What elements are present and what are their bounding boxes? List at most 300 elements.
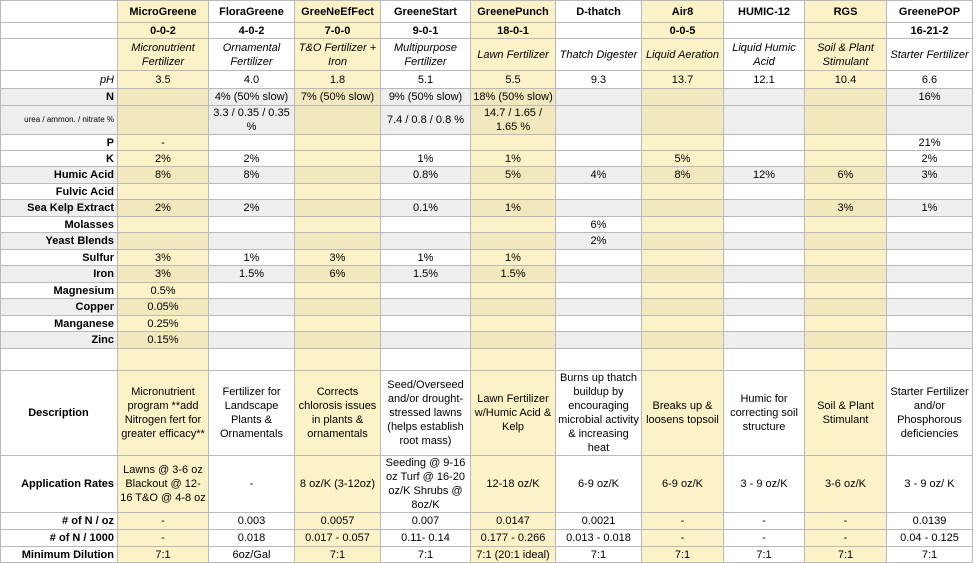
humic-acid-value [295, 167, 381, 184]
product-type: Thatch Digester [556, 39, 642, 71]
ph-value: 5.1 [381, 71, 471, 89]
minimum-dilution: 7:1 [887, 547, 973, 563]
manganese-value [724, 316, 805, 332]
yeast-label: Yeast Blends [1, 233, 118, 250]
ph-value: 13.7 [642, 71, 724, 89]
n-per-oz: 0.0139 [887, 513, 973, 530]
magnesium-row [1, 283, 973, 299]
type-row [1, 39, 973, 71]
iron-label: Iron [1, 266, 118, 283]
nitrogen-value: 4% (50% slow) [209, 89, 295, 106]
product-description: Seed/Overseed and/or drought-stressed lawns (helps establish root mass) [381, 371, 471, 456]
magnesium-value [556, 283, 642, 299]
molasses-value [887, 217, 973, 233]
application-rate: 6-9 oz/K [642, 456, 724, 513]
product-type: Starter Fertilizer [887, 39, 973, 71]
phosphorus-value: 21% [887, 135, 973, 151]
zinc-value [642, 332, 724, 349]
sulfur-row [1, 250, 973, 266]
iron-value: 3% [118, 266, 209, 283]
n-per-1000: 0.013 - 0.018 [556, 530, 642, 547]
application-label: Application Rates [1, 456, 118, 513]
sea-kelp-value: 2% [209, 200, 295, 217]
humic-acid-value: 4% [556, 167, 642, 184]
fulvic-acid-value [642, 184, 724, 200]
manganese-value [471, 316, 556, 332]
sulfur-value [805, 250, 887, 266]
sea-kelp-value: 2% [118, 200, 209, 217]
dilution-label: Minimum Dilution [1, 547, 118, 563]
product-type: Soil & Plant Stimulant [805, 39, 887, 71]
phosphorus-value: - [118, 135, 209, 151]
product-type: Ornamental Fertilizer [209, 39, 295, 71]
potassium-value [295, 151, 381, 167]
application-rate: - [209, 456, 295, 513]
sulfur-value: 1% [471, 250, 556, 266]
sea-kelp-value: 0.1% [381, 200, 471, 217]
copper-value [887, 299, 973, 316]
manganese-value [556, 316, 642, 332]
n-per-oz: - [642, 513, 724, 530]
manganese-value [887, 316, 973, 332]
phosphorus-value [471, 135, 556, 151]
product-type: T&O Fertilizer + Iron [295, 39, 381, 71]
manganese-value [381, 316, 471, 332]
minimum-dilution: 7:1 [642, 547, 724, 563]
sea-kelp-value: 3% [805, 200, 887, 217]
n-per-oz: - [724, 513, 805, 530]
iron-value: 6% [295, 266, 381, 283]
product-npk: 0-0-5 [642, 23, 724, 39]
spacer-cell [556, 349, 642, 371]
k-label: K [1, 151, 118, 167]
spacer-cell [471, 349, 556, 371]
sea-kelp-value: 1% [471, 200, 556, 217]
product-npk: 7-0-0 [295, 23, 381, 39]
potassium-value [805, 151, 887, 167]
iron-value: 1.5% [209, 266, 295, 283]
manganese-value [642, 316, 724, 332]
n-per-1000: 0.04 - 0.125 [887, 530, 973, 547]
manganese-value [295, 316, 381, 332]
copper-value [295, 299, 381, 316]
iron-value [887, 266, 973, 283]
nitrogen-value [556, 89, 642, 106]
molasses-row [1, 217, 973, 233]
row-label-empty [1, 23, 118, 39]
humic-acid-value: 5% [471, 167, 556, 184]
kelp-label: Sea Kelp Extract [1, 200, 118, 217]
molasses-value [381, 217, 471, 233]
zinc-row [1, 332, 973, 349]
product-description: Burns up thatch buildup by encouraging microbial activity & increasing heat [556, 371, 642, 456]
urea-row [1, 106, 973, 135]
phosphorus-value [724, 135, 805, 151]
product-type: Liquid Aeration [642, 39, 724, 71]
application-rate: Seeding @ 9-16 oz Turf @ 16-20 oz/K Shrubs @ 8oz/K [381, 456, 471, 513]
humic-row [1, 167, 973, 184]
row-label-empty [1, 39, 118, 71]
yeast-blends-value [887, 233, 973, 250]
potassium-value: 2% [209, 151, 295, 167]
ph-value: 5.5 [471, 71, 556, 89]
zinc-value [887, 332, 973, 349]
manganese-value [209, 316, 295, 332]
phosphorus-value [556, 135, 642, 151]
magnesium-value [887, 283, 973, 299]
product-type: Micronutrient Fertilizer [118, 39, 209, 71]
nitrogen-value: 16% [887, 89, 973, 106]
sulfur-label: Sulfur [1, 250, 118, 266]
spacer-row [1, 349, 973, 371]
potassium-value: 2% [118, 151, 209, 167]
kelp-row [1, 200, 973, 217]
spacer-cell [209, 349, 295, 371]
n-per-1000: 0.017 - 0.057 [295, 530, 381, 547]
iron-value: 1.5% [381, 266, 471, 283]
ph-value: 9.3 [556, 71, 642, 89]
molasses-value [642, 217, 724, 233]
zinc-value [381, 332, 471, 349]
magnesium-label: Magnesium [1, 283, 118, 299]
application-rate: 6-9 oz/K [556, 456, 642, 513]
manganese-value: 0.25% [118, 316, 209, 332]
yeast-blends-value [209, 233, 295, 250]
fulvic-acid-value [381, 184, 471, 200]
minimum-dilution: 7:1 [556, 547, 642, 563]
urea-ratio [642, 106, 724, 135]
sulfur-value: 3% [295, 250, 381, 266]
copper-label: Copper [1, 299, 118, 316]
potassium-value: 1% [381, 151, 471, 167]
urea-ratio: 7.4 / 0.8 / 0.8 % [381, 106, 471, 135]
manganese-value [805, 316, 887, 332]
fulvic-label: Fulvic Acid [1, 184, 118, 200]
minimum-dilution: 7:1 [724, 547, 805, 563]
copper-row [1, 299, 973, 316]
product-name: HUMIC-12 [724, 1, 805, 23]
product-name: RGS [805, 1, 887, 23]
k-row [1, 151, 973, 167]
iron-value [724, 266, 805, 283]
spacer-cell [118, 349, 209, 371]
product-npk: 0-0-2 [118, 23, 209, 39]
n-per-oz: 0.0147 [471, 513, 556, 530]
n_per_oz-label: # of N / oz [1, 513, 118, 530]
magnesium-value [209, 283, 295, 299]
zinc-value [805, 332, 887, 349]
fulvic-acid-value [471, 184, 556, 200]
fulvic-acid-value [887, 184, 973, 200]
sulfur-value [556, 250, 642, 266]
copper-value: 0.05% [118, 299, 209, 316]
zinc-label: Zinc [1, 332, 118, 349]
zinc-value [295, 332, 381, 349]
copper-value [642, 299, 724, 316]
sulfur-value: 1% [381, 250, 471, 266]
n_per_1000-label: # of N / 1000 [1, 530, 118, 547]
n-per-1000: - [642, 530, 724, 547]
p-row [1, 135, 973, 151]
molasses-value [724, 217, 805, 233]
n_per_oz-row [1, 513, 973, 530]
urea-ratio: 14.7 / 1.65 / 1.65 % [471, 106, 556, 135]
potassium-value: 1% [471, 151, 556, 167]
nitrogen-value: 7% (50% slow) [295, 89, 381, 106]
n-per-1000: 0.177 - 0.266 [471, 530, 556, 547]
product-description: Micronutrient program **add Nitrogen fert for greater efficacy** [118, 371, 209, 456]
n-label: N [1, 89, 118, 106]
sulfur-value [887, 250, 973, 266]
ph-value: 6.6 [887, 71, 973, 89]
fulvic-acid-value [209, 184, 295, 200]
fulvic-acid-value [724, 184, 805, 200]
product-description: Starter Fertilizer and/or Phosphorous deficiencies [887, 371, 973, 456]
product-type: Liquid Humic Acid [724, 39, 805, 71]
product-name: GreeNeEfFect [295, 1, 381, 23]
application-rate: 3 - 9 oz/K [724, 456, 805, 513]
npk-row [1, 23, 973, 39]
spacer-cell [805, 349, 887, 371]
magnesium-value [295, 283, 381, 299]
fulvic-row [1, 184, 973, 200]
humic-acid-value: 8% [642, 167, 724, 184]
copper-value [209, 299, 295, 316]
ph-value: 4.0 [209, 71, 295, 89]
copper-value [805, 299, 887, 316]
copper-value [381, 299, 471, 316]
p-label: P [1, 135, 118, 151]
potassium-value [724, 151, 805, 167]
ph-value: 10.4 [805, 71, 887, 89]
product-name: GreenePOP [887, 1, 973, 23]
product-npk [556, 23, 642, 39]
ph-value: 12.1 [724, 71, 805, 89]
spacer-cell [381, 349, 471, 371]
nitrogen-value [118, 89, 209, 106]
fulvic-acid-value [295, 184, 381, 200]
sulfur-value: 1% [209, 250, 295, 266]
row-label-empty [1, 349, 118, 371]
iron-value [642, 266, 724, 283]
humic-acid-value: 12% [724, 167, 805, 184]
urea-ratio [724, 106, 805, 135]
n-per-oz: - [118, 513, 209, 530]
copper-value [724, 299, 805, 316]
phosphorus-value [209, 135, 295, 151]
product-name: GreeneStart [381, 1, 471, 23]
yeast-blends-value [642, 233, 724, 250]
product-type: Multipurpose Fertilizer [381, 39, 471, 71]
yeast-blends-value: 2% [556, 233, 642, 250]
urea-ratio [805, 106, 887, 135]
n_per_1000-row [1, 530, 973, 547]
nitrogen-value: 9% (50% slow) [381, 89, 471, 106]
minimum-dilution: 7:1 [295, 547, 381, 563]
product-description: Breaks up & loosens topsoil [642, 371, 724, 456]
ph-label: pH [1, 71, 118, 89]
application-rate: Lawns @ 3-6 oz Blackout @ 12-16 T&O @ 4-8 oz [118, 456, 209, 513]
minimum-dilution: 7:1 [805, 547, 887, 563]
product-npk [724, 23, 805, 39]
product-name: MicroGreene [118, 1, 209, 23]
urea-label: urea / ammon. / nitrate % [1, 106, 118, 135]
molasses-value [471, 217, 556, 233]
spacer-cell [642, 349, 724, 371]
urea-ratio [556, 106, 642, 135]
n-per-oz: - [805, 513, 887, 530]
product-name: Air8 [642, 1, 724, 23]
sulfur-value [724, 250, 805, 266]
yeast-blends-value [118, 233, 209, 250]
zinc-value [724, 332, 805, 349]
humic-acid-value: 8% [118, 167, 209, 184]
potassium-value [556, 151, 642, 167]
nitrogen-value [805, 89, 887, 106]
product-npk: 4-0-2 [209, 23, 295, 39]
zinc-value: 0.15% [118, 332, 209, 349]
humic-acid-value: 3% [887, 167, 973, 184]
iron-value: 1.5% [471, 266, 556, 283]
ph-value: 3.5 [118, 71, 209, 89]
application-rate: 3 - 9 oz/ K [887, 456, 973, 513]
magnesium-value [805, 283, 887, 299]
urea-ratio [295, 106, 381, 135]
description-label: Description [1, 371, 118, 456]
application-row [1, 456, 973, 513]
n-per-oz: 0.0021 [556, 513, 642, 530]
n-per-1000: - [805, 530, 887, 547]
row-label-empty [1, 1, 118, 23]
magnesium-value [724, 283, 805, 299]
phosphorus-value [642, 135, 724, 151]
application-rate: 3-6 oz/K [805, 456, 887, 513]
nitrogen-value [724, 89, 805, 106]
urea-ratio: 3.3 / 0.35 / 0.35 % [209, 106, 295, 135]
fulvic-acid-value [556, 184, 642, 200]
sea-kelp-value [642, 200, 724, 217]
yeast-blends-value [381, 233, 471, 250]
minimum-dilution: 7:1 (20:1 ideal) [471, 547, 556, 563]
phosphorus-value [381, 135, 471, 151]
product-name: FloraGreene [209, 1, 295, 23]
product-description: Humic for correcting soil structure [724, 371, 805, 456]
molasses-value [295, 217, 381, 233]
n-per-oz: 0.003 [209, 513, 295, 530]
dilution-row [1, 547, 973, 563]
molasses-value [118, 217, 209, 233]
application-rate: 8 oz/K (3-12oz) [295, 456, 381, 513]
product-name: GreenePunch [471, 1, 556, 23]
yeast-blends-value [805, 233, 887, 250]
fulvic-acid-value [805, 184, 887, 200]
phosphorus-value [805, 135, 887, 151]
magnesium-value [471, 283, 556, 299]
yeast-blends-value [724, 233, 805, 250]
copper-value [471, 299, 556, 316]
yeast-blends-value [471, 233, 556, 250]
description-row [1, 371, 973, 456]
n-per-oz: 0.0057 [295, 513, 381, 530]
phosphorus-value [295, 135, 381, 151]
name-row [1, 1, 973, 23]
minimum-dilution: 7:1 [381, 547, 471, 563]
humic-acid-value: 6% [805, 167, 887, 184]
zinc-value [209, 332, 295, 349]
product-npk: 9-0-1 [381, 23, 471, 39]
minimum-dilution: 6oz/Gal [209, 547, 295, 563]
product-npk [805, 23, 887, 39]
copper-value [556, 299, 642, 316]
zinc-value [471, 332, 556, 349]
product-name: D-thatch [556, 1, 642, 23]
molasses-value: 6% [556, 217, 642, 233]
magnesium-value [381, 283, 471, 299]
potassium-value: 2% [887, 151, 973, 167]
n-per-1000: - [724, 530, 805, 547]
product-description: Corrects chlorosis issues in plants & ornamentals [295, 371, 381, 456]
molasses-value [805, 217, 887, 233]
magnesium-value: 0.5% [118, 283, 209, 299]
ph-value: 1.8 [295, 71, 381, 89]
fulvic-acid-value [118, 184, 209, 200]
spacer-cell [295, 349, 381, 371]
application-rate: 12-18 oz/K [471, 456, 556, 513]
manganese-row [1, 316, 973, 332]
sea-kelp-value [295, 200, 381, 217]
minimum-dilution: 7:1 [118, 547, 209, 563]
ph-row [1, 71, 973, 89]
spacer-cell [887, 349, 973, 371]
n-per-1000: - [118, 530, 209, 547]
n-row [1, 89, 973, 106]
sulfur-value [642, 250, 724, 266]
molasses-label: Molasses [1, 217, 118, 233]
manganese-label: Manganese [1, 316, 118, 332]
product-npk: 18-0-1 [471, 23, 556, 39]
potassium-value: 5% [642, 151, 724, 167]
n-per-1000: 0.11- 0.14 [381, 530, 471, 547]
urea-ratio [887, 106, 973, 135]
nitrogen-value [642, 89, 724, 106]
sea-kelp-value: 1% [887, 200, 973, 217]
n-per-1000: 0.018 [209, 530, 295, 547]
iron-value [556, 266, 642, 283]
iron-row [1, 266, 973, 283]
sulfur-value: 3% [118, 250, 209, 266]
humic-label: Humic Acid [1, 167, 118, 184]
yeast-row [1, 233, 973, 250]
yeast-blends-value [295, 233, 381, 250]
product-description: Fertilizer for Landscape Plants & Ornamentals [209, 371, 295, 456]
product-description: Lawn Fertilizer w/Humic Acid & Kelp [471, 371, 556, 456]
n-per-oz: 0.007 [381, 513, 471, 530]
product-description: Soil & Plant Stimulant [805, 371, 887, 456]
spacer-cell [724, 349, 805, 371]
magnesium-value [642, 283, 724, 299]
urea-ratio [118, 106, 209, 135]
sea-kelp-value [556, 200, 642, 217]
iron-value [805, 266, 887, 283]
humic-acid-value: 0.8% [381, 167, 471, 184]
product-npk: 16-21-2 [887, 23, 973, 39]
zinc-value [556, 332, 642, 349]
nitrogen-value: 18% (50% slow) [471, 89, 556, 106]
molasses-value [209, 217, 295, 233]
product-type: Lawn Fertilizer [471, 39, 556, 71]
humic-acid-value: 8% [209, 167, 295, 184]
sea-kelp-value [724, 200, 805, 217]
